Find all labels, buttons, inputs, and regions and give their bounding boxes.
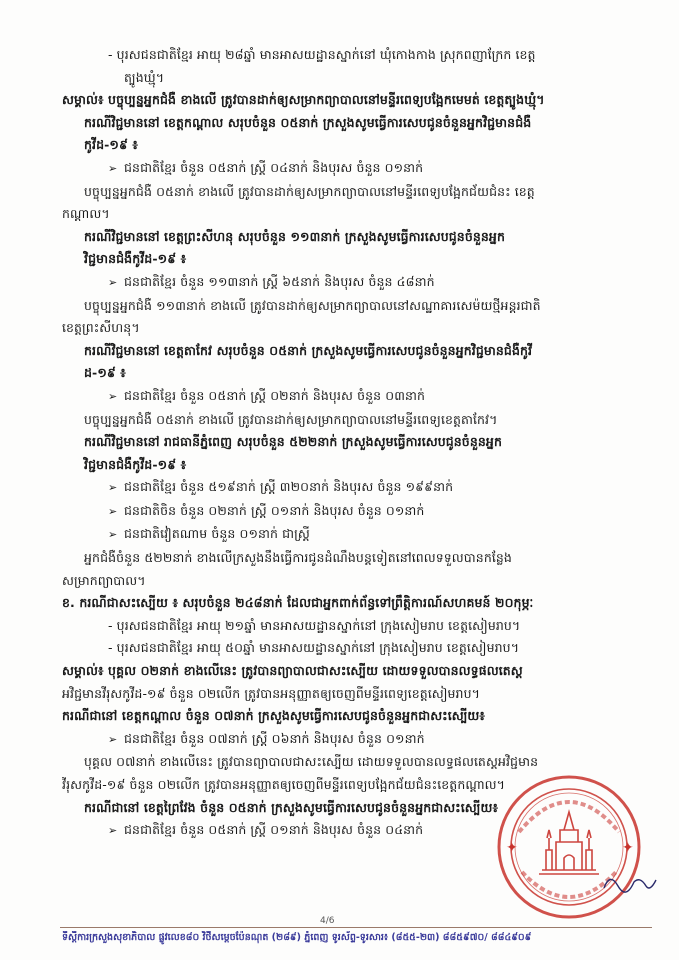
text-line (62, 728, 652, 752)
bullet-arrow-icon: ➢ (108, 275, 118, 289)
line-text: ជនជាតិខ្មែរ ចំនួន ៥១៩នាក់ ស្ត្រី ៣២០នាក់ និងបុរស ចំនួន ១៩៩នាក់ (124, 479, 454, 495)
line-text: ជនជាតិខ្មែរ ចំនួន ០៥នាក់ ស្ត្រី ០២នាក់ និងបុរស ចំនួន ០៣នាក់ (124, 387, 426, 403)
text-line (62, 44, 652, 67)
text-line (62, 454, 652, 477)
text-line (62, 226, 652, 249)
line-text: បច្ចុប្បន្នអ្នកជំងឺ ១១៣នាក់ ខាងលើ ត្រូវបានដាក់ឲ្យសម្រាកព្យាបាលនៅសណ្ឋាគារសេម៉យថ្មីអន្តរជាតិ (84, 297, 541, 313)
line-text: ករណីជានៅ ខេត្តកណ្តាល ចំនួន ០៧នាក់ ក្រសួងសូមធ្វើការសេបជូនចំនួនអ្នកជាសះស្បើយ៖ (62, 708, 486, 724)
line-text: បច្ចុប្បន្នអ្នកជំងឺ ០៥នាក់ ខាងលើ ត្រូវបានដាក់ឲ្យសម្រាកព្យាបាលនៅមន្ទីរពេទ្យបង្អែកជ័យជំនះ ខេត្ត (84, 183, 535, 199)
bullet-arrow-icon: ➢ (108, 732, 118, 746)
text-line (62, 203, 652, 226)
line-text: ករណីជានៅ ខេត្តព្រៃវែង ចំនួន ០៥នាក់ ក្រសួងសូមធ្វើការសេបជូនចំនួនអ្នកជាសះស្បើយ៖ (84, 799, 499, 815)
bullet-arrow-icon: ➢ (108, 504, 118, 518)
text-line (62, 181, 652, 204)
line-text: - បុរសជនជាតិខ្មែរ អាយុ ២៨ឆ្នាំ មានអាសយដ្ឋានស្នាក់នៅ ឃុំកោងកាង ស្រុកពញាក្រែក ខេត្ត (108, 47, 536, 62)
bullet-arrow-icon: ➢ (108, 528, 118, 542)
line-text: វិជ្ជមានជំងឺកូវីដ-១៩ ៖ (84, 456, 187, 472)
page-number: 4/6 (320, 916, 335, 926)
text-line (62, 705, 652, 728)
text-line (62, 570, 652, 593)
text-line (62, 112, 652, 135)
text-line (62, 362, 652, 385)
text-line (62, 340, 652, 363)
text-line (62, 271, 652, 295)
svg-text:✦: ✦ (622, 840, 634, 856)
line-text: ខ. ករណីជាសះស្បើយ ៖ សរុបចំនួន ២៤៨នាក់ ដែលជាអ្នកពាក់ព័ន្ធទៅព្រឹត្តិការណ៍សហគមន៍ ២០កុម្ភៈ (62, 595, 534, 611)
bullet-arrow-icon: ➢ (108, 389, 118, 403)
line-text: ជនជាតិខ្មែរ ចំនួន ០៥នាក់ ស្ត្រី ០៤នាក់ និងបុរស ចំនួន ០១នាក់ (124, 159, 424, 175)
line-text: ករណីវិជ្ជមាននៅ ខេត្តព្រះសីហនុ សរុបចំនួន ១១៣នាក់ ក្រសួងសូមធ្វើការសេបជូនចំនួនអ្នក (84, 228, 505, 244)
text-line (62, 157, 652, 181)
line-text: ខេត្តព្រះសីហនុ។ (62, 320, 140, 336)
text-line (62, 385, 652, 409)
bullet-arrow-icon: ➢ (108, 161, 118, 175)
text-line (62, 67, 652, 90)
text-line (62, 751, 652, 774)
text-line (62, 409, 652, 432)
text-line (62, 317, 652, 340)
line-text: ករណីវិជ្ជមាននៅ រាជធានីភ្នំពេញ សរុបចំនួន ៥២២នាក់ ក្រសួងសូមធ្វើការសេបជូនចំនួនអ្នក (84, 434, 502, 450)
line-text: អ្នកជំងឺចំនួន ៥២២នាក់ ខាងលើក្រសួងនឹងធ្វើការជូនដំណឹងបន្តទៀតនៅពេលទទួលបានកន្លែង (84, 550, 512, 566)
text-line (62, 615, 652, 638)
bullet-arrow-icon: ➢ (108, 824, 118, 838)
text-line (62, 683, 652, 706)
line-text: ជនជាតិខ្មែរ ចំនួន ០៧នាក់ ស្ត្រី ០៦នាក់ និងបុរស ចំនួន ០១នាក់ (124, 730, 425, 746)
line-text: ជនជាតិវៀតណាម ចំនួន ០១នាក់ ជាស្ត្រី (124, 526, 310, 542)
text-line (62, 523, 652, 547)
line-text: ករណីវិជ្ជមាននៅ ខេត្តកណ្តាល សរុបចំនួន ០៥នាក់ ក្រសួងសូមធ្វើការសេបជូនចំនួនអ្នកវិជ្ជមានជំងឺ (84, 114, 532, 130)
footer-address: ទីស្តីការក្រសួងសុខាភិបាល ផ្លូវលេខ៨០ វិថីសម្តេចប៉ែនណុត (២៨៩) ភ្នំពេញ ទូរស័ព្ទ-ទូរសារ៖ (៨៥៥-២៣) ៨៨៥៩៧០/ ៨៨៤៩០៩ (62, 932, 532, 943)
line-text: កណ្តាល។ (62, 206, 110, 222)
text-line (62, 476, 652, 500)
text-line (62, 660, 652, 683)
signature-mark (600, 868, 660, 898)
footer-divider (60, 927, 652, 928)
official-seal-stamp (494, 772, 644, 922)
text-line (62, 134, 652, 157)
line-text: កូវីដ-១៩ ៖ (84, 137, 138, 153)
svg-text:✦: ✦ (506, 840, 518, 856)
line-text: វិជ្ជមានជំងឺកូវីដ-១៩ ៖ (84, 251, 187, 267)
line-text: - បុរសជនជាតិខ្មែរ អាយុ ២១ឆ្នាំ មានអាសយដ្ឋានស្នាក់នៅ ក្រុងសៀមរាប ខេត្តសៀមរាប។ (108, 617, 521, 633)
line-text: សម្គាល់៖ បច្ចុប្បន្នអ្នកជំងឺ ខាងលើ ត្រូវបានដាក់ឲ្យសម្រាកព្យាបាលនៅមន្ទីរពេទ្យបង្អែកមេមត់ ខេត្តត្បូងឃ្មុំ។ (62, 92, 545, 108)
text-line (62, 637, 652, 660)
text-line (62, 431, 652, 454)
text-line (62, 89, 652, 112)
line-text: - បុរសជនជាតិខ្មែរ អាយុ ៥០ឆ្នាំ មានអាសយដ្ឋានស្នាក់នៅ ក្រុងសៀមរាប ខេត្តសៀមរាប។ (108, 640, 520, 656)
line-text: ជនជាតិចិន ចំនួន ០២នាក់ ស្ត្រី ០១នាក់ និងបុរស ចំនួន ០១នាក់ (124, 502, 425, 518)
line-text: សម្គាល់៖ បុគ្គល ០២នាក់ ខាងលើនេះ ត្រូវបានព្យាបាលជាសះស្បើយ ដោយទទួលបានលទ្ធផលតេស្ត (62, 663, 523, 679)
line-text: ជនជាតិខ្មែរ ចំនួន ១១៣នាក់ ស្ត្រី ៦៥នាក់ និងបុរស ចំនួន ៤៨នាក់ (124, 273, 435, 289)
line-text: អវិជ្ជមានវីរុសកូវីដ-១៩ ចំនួន ០២លើក ត្រូវបានអនុញ្ញាតឲ្យចេញពីមន្ទីរពេទ្យខេត្តសៀមរាប។ (62, 685, 480, 701)
document-body (62, 44, 652, 843)
text-line (62, 295, 652, 318)
text-line (62, 592, 652, 615)
line-text: ជនជាតិខ្មែរ ចំនួន ០៥នាក់ ស្ត្រី ០១នាក់ និងបុរស ចំនួន ០៤នាក់ (124, 822, 424, 838)
line-text: សម្រាកព្យាបាល។ (62, 572, 146, 588)
line-text: ត្បូងឃ្មុំ។ (124, 69, 165, 85)
line-text: ករណីវិជ្ជមាននៅ ខេត្តតាកែវ សរុបចំនួន ០៥នាក់ ក្រសួងសូមធ្វើការសេបជូនចំនួនអ្នកវិជ្ជមានជំងឺកូវី (84, 342, 533, 358)
line-text: ដ-១៩ ៖ (84, 365, 126, 381)
line-text: បច្ចុប្បន្នអ្នកជំងឺ ០៥នាក់ ខាងលើ ត្រូវបានដាក់ឲ្យសម្រាកព្យាបាលនៅមន្ទីរពេទ្យខេត្តតាកែវ។ (84, 411, 498, 427)
text-line (62, 547, 652, 570)
text-line (62, 500, 652, 524)
line-text: វីរុសកូវីដ-១៩ ចំនួន ០២លើក ត្រូវបានអនុញ្ញាតឲ្យចេញពីមន្ទីរពេទ្យបង្អែកជ័យជំនះខេត្តកណ្តាល។ (62, 777, 506, 792)
bullet-arrow-icon: ➢ (108, 481, 118, 495)
text-line (62, 248, 652, 271)
line-text: បុគ្គល ០៧នាក់ ខាងលើនេះ ត្រូវបានព្យាបាលជាសះស្បើយ ដោយទទួលបានលទ្ធផលតេស្តអវិជ្ជមាន (84, 754, 539, 770)
